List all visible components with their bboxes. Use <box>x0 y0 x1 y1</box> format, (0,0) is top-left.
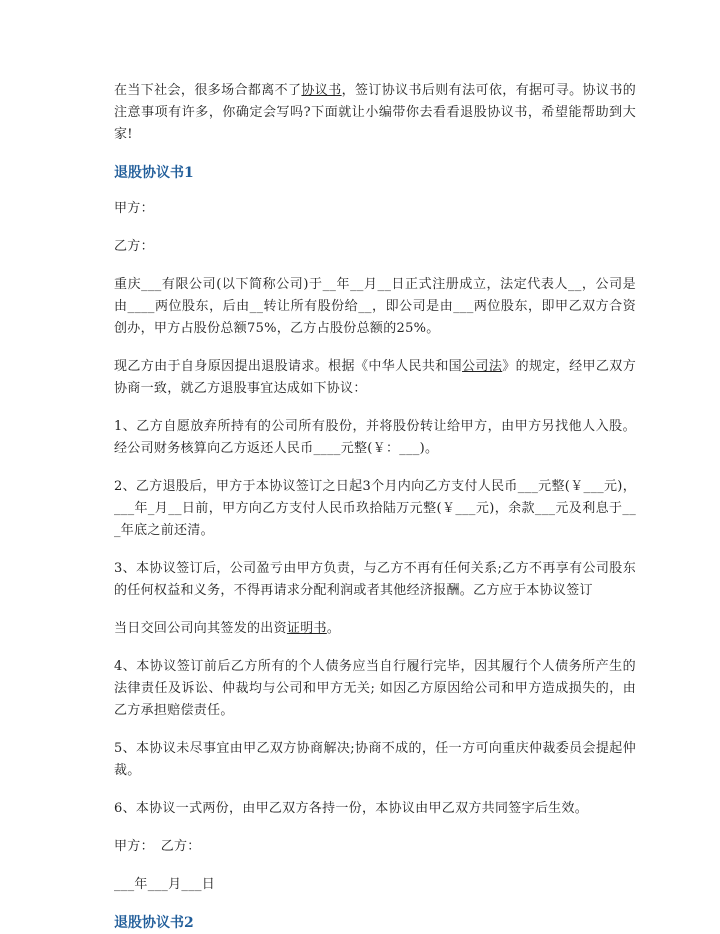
clause-1: 1、乙方自愿放弃所持有的公司所有股份，并将股份转让给甲方，由甲方另找他人入股。经公司财务核算向乙方返还人民币____元整(￥：___)。 <box>114 419 636 456</box>
section-1-heading: 退股协议书1 <box>114 165 194 181</box>
section-2-heading: 退股协议书2 <box>114 915 194 931</box>
intro-paragraph <box>114 80 636 146</box>
intro-text-1: 在当下社会，很多场合都离不了 <box>114 83 302 98</box>
agreement-link[interactable]: 协议书 <box>301 83 342 98</box>
request-paragraph <box>114 356 636 400</box>
clause-4: 4、本协议签订前后乙方所有的个人债务应当自行履行完毕，因其履行个人债务所产生的法律责任及诉讼、仲裁均与公司和甲方无关; 如因乙方原因给公司和甲方造成损失的，由乙方承担赔偿责任。 <box>114 659 636 718</box>
clause-2: 2、乙方退股后，甲方于本协议签订之日起3个月内向乙方支付人民币___元整(￥___元)，___年_月__日前，甲方向乙方支付人民币玖拾陆万元整(￥___元)，余款___元及利息于___年底之前还清。 <box>114 479 636 538</box>
clause-3-continued <box>114 618 636 640</box>
company-paragraph: 重庆___有限公司(以下简称公司)于__年__月__日正式注册成立，法定代表人__，公司是由____两位股东，后由__转让所有股份给__，即公司是由___两位股东，即甲乙双方合资创办，甲方占股份总额75%，乙方占股份总额的25%。 <box>114 277 636 336</box>
party-b-line: 乙方： <box>114 239 154 254</box>
certificate-link[interactable]: 证明书 <box>286 621 327 636</box>
intro-text-2: ，签订协议书后则有法可依，有据可寻。协议书的注意事项有许多，你确定会写吗?下面就让小编带你去看看退股协议书，希望能帮助到大家! <box>114 83 637 142</box>
clause-3: 3、本协议签订后，公司盈亏由甲方负责，与乙方不再有任何关系;乙方不再享有公司股东的任何权益和义务，不得再请求分配利润或者其他经济报酬。乙方应于本协议签订 <box>114 561 636 598</box>
company-law-link[interactable]: 公司法 <box>462 359 503 374</box>
clause-6: 6、本协议一式两份，由甲乙双方各持一份，本协议由甲乙双方共同签字后生效。 <box>114 801 589 816</box>
clause-5: 5、本协议未尽事宜由甲乙双方协商解决;协商不成的，任一方可向重庆仲裁委员会提起仲裁。 <box>114 741 636 778</box>
clause-3b-text-1: 当日交回公司向其签发的出资 <box>114 621 287 636</box>
document-page <box>114 80 636 934</box>
signature-line: 甲方： 乙方： <box>114 839 201 854</box>
date-line: ___年___月___日 <box>114 877 216 892</box>
request-text-2: 》的规定，经甲乙双方协商一致，就乙方退股事宜达成如下协议： <box>114 359 636 396</box>
request-text-1: 现乙方由于自身原因提出退股请求。根据《中华人民共和国 <box>114 359 463 374</box>
party-a-line: 甲方： <box>114 201 154 216</box>
clause-3b-text-2: 。 <box>326 621 341 636</box>
